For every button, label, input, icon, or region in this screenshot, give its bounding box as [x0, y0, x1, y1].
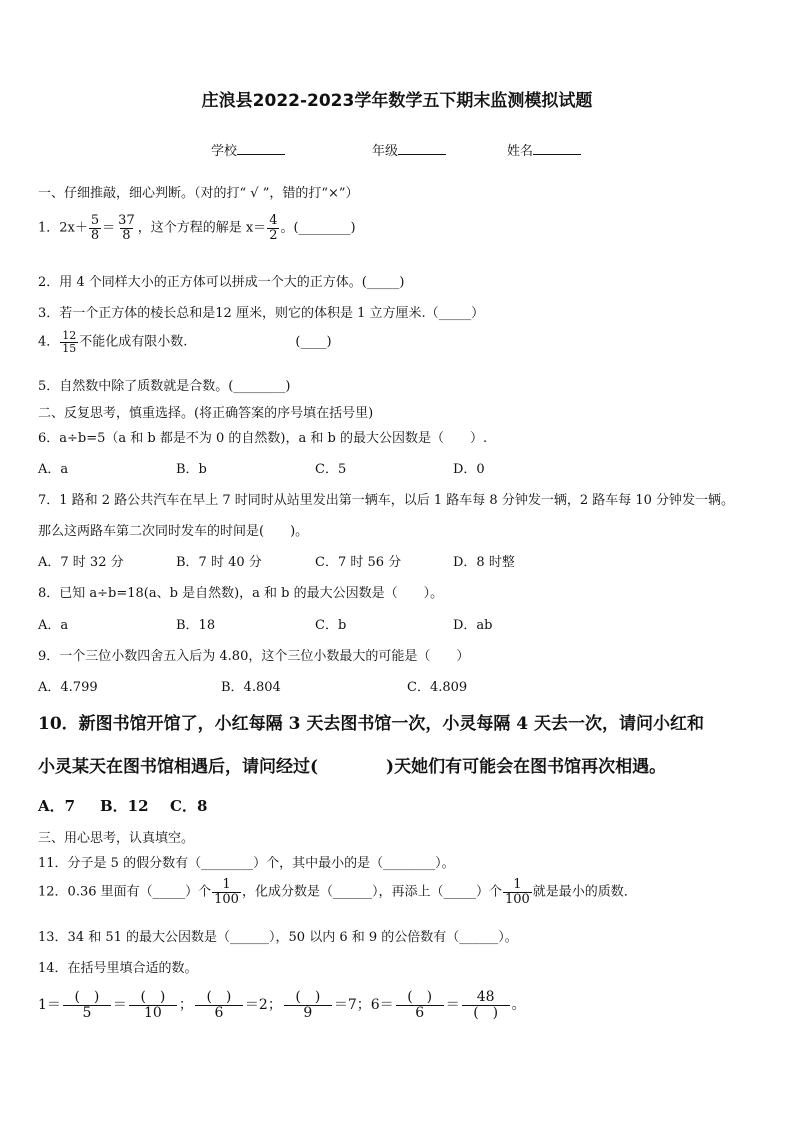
question-6: 6．a÷b=5（a 和 b 都是不为 0 的自然数)，a 和 b 的最大公因数是（ ）. — [38, 431, 488, 446]
option-b[interactable]: B．12 — [100, 797, 149, 815]
question-1: 1．2x＋ $\frac{5}{8}$ ＝ $\frac{37}{8}$ ，这个方程的解是 x＝ $\frac{4}{2}$ 。(________) — [38, 213, 356, 243]
option-d[interactable]: D．8 时整 — [453, 555, 515, 570]
option-a[interactable]: A．a — [38, 462, 69, 477]
fraction: $\frac{48}{( )}$ — [462, 990, 510, 1020]
fraction: $\frac{( )}{5}$ — [63, 990, 111, 1020]
fraction: $\frac{12}{15}$ — [62, 329, 77, 355]
fraction: $\frac{37}{8}$ — [118, 213, 135, 243]
fraction: $\frac{( )}{9}$ — [284, 990, 332, 1020]
section2-heading: 二、反复思考，慎重选择。(将正确答案的序号填在括号里) — [38, 406, 374, 421]
option-d[interactable]: D．0 — [453, 462, 485, 477]
grade-field — [372, 140, 446, 159]
grade-label: 年级 — [372, 144, 399, 159]
question-12: 12．0.36 里面有（_____）个 $\frac{1}{100}$ ，化成分数是（______），再添上（_____）个 $\frac{1}{100}$ 就是最小的质数． — [38, 877, 637, 907]
option-b[interactable]: B．7 时 40 分 — [176, 555, 262, 570]
fraction: $\frac{1}{100}$ — [214, 877, 239, 907]
option-a[interactable]: A．7 — [38, 797, 76, 815]
question-10-line1: 10．新图书馆开馆了，小红每隔 3 天去图书馆一次，小灵每隔 4 天去一次，请问小红和 — [38, 714, 704, 734]
grade-blank[interactable] — [398, 142, 446, 155]
name-field — [507, 140, 581, 159]
school-blank[interactable] — [237, 142, 285, 155]
question-3: 3．若一个正方体的棱长总和是12 厘米，则它的体积是 1 立方厘米.（_____） — [38, 306, 485, 321]
option-c[interactable]: C．5 — [315, 462, 347, 477]
option-c[interactable]: C．b — [315, 618, 347, 633]
fraction: $\frac{( )}{10}$ — [129, 990, 177, 1020]
question-13: 13．34 和 51 的最大公因数是（______），50 以内 6 和 9 的公倍数有（______）。 — [38, 930, 518, 945]
fraction: $\frac{( )}{6}$ — [195, 990, 243, 1020]
section3-heading: 三、用心思考，认真填空。 — [38, 831, 195, 846]
option-c[interactable]: C．8 — [170, 797, 208, 815]
name-blank[interactable] — [533, 142, 581, 155]
question-5: 5．自然数中除了质数就是合数。(________) — [38, 379, 291, 394]
question-4: 4． $\frac{12}{15}$ 不能化成有限小数. (____) — [38, 329, 332, 355]
fraction: $\frac{1}{100}$ — [504, 877, 530, 907]
name-label: 姓名 — [507, 144, 534, 159]
fraction: $\frac{5}{8}$ — [90, 213, 100, 243]
question-7-line1: 7．1 路和 2 路公共汽车在早上 7 时同时从站里发出第一辆车，以后 1 路车每 8 分钟发一辆，2 路车每 10 分钟发一辆。 — [38, 493, 735, 508]
question-9: 9．一个三位小数四舍五入后为 4.80，这个三位小数最大的可能是（ ） — [38, 649, 470, 664]
section1-heading: 一、仔细推敲，细心判断。（对的打“ √ ”，错的打“×”） — [38, 186, 359, 201]
school-label: 学校 — [211, 144, 238, 159]
fraction: $\frac{4}{2}$ — [269, 213, 278, 243]
question-10-line2: 小灵某天在图书馆相遇后，请问经过( )天她们有可能会在图书馆再次相遇。 — [38, 757, 667, 777]
option-a[interactable]: A．7 时 32 分 — [38, 555, 124, 570]
page-title: 庄浪县2022-2023学年数学五下期末监测模拟试题 — [201, 91, 593, 111]
question-14-equations: 1＝ $\frac{( )}{5}$ ＝ $\frac{( )}{10}$ ； $\frac{( )}{6}$ ＝2； $\frac{( )}{9}$ ＝7；6＝ $\frac{( )}{6}$ ＝ $\frac{48}{( )}$ 。 — [38, 989, 526, 1021]
question-8: 8．已知 a÷b=18(a、b 是自然数)，a 和 b 的最大公因数是（ ）。 — [38, 586, 444, 601]
option-d[interactable]: D．ab — [453, 618, 493, 633]
option-a[interactable]: A．a — [38, 618, 69, 633]
option-a[interactable]: A．4.799 — [38, 680, 98, 695]
question-14-prompt: 14．在括号里填合适的数。 — [38, 961, 198, 976]
option-b[interactable]: B．4.804 — [221, 680, 281, 695]
option-c[interactable]: C．4.809 — [407, 680, 468, 695]
option-b[interactable]: B．b — [176, 462, 207, 477]
fraction: $\frac{( )}{6}$ — [396, 990, 444, 1020]
option-b[interactable]: B．18 — [176, 618, 216, 633]
question-11: 11．分子是 5 的假分数有（________）个，其中最小的是（________）。 — [38, 856, 455, 871]
question-7-line2: 那么这两路车第二次同时发车的时间是( )。 — [38, 524, 309, 539]
school-field — [211, 140, 285, 159]
option-c[interactable]: C．7 时 56 分 — [315, 555, 402, 570]
question-2: 2．用 4 个同样大小的正方体可以拼成一个大的正方体。(_____) — [38, 275, 405, 290]
